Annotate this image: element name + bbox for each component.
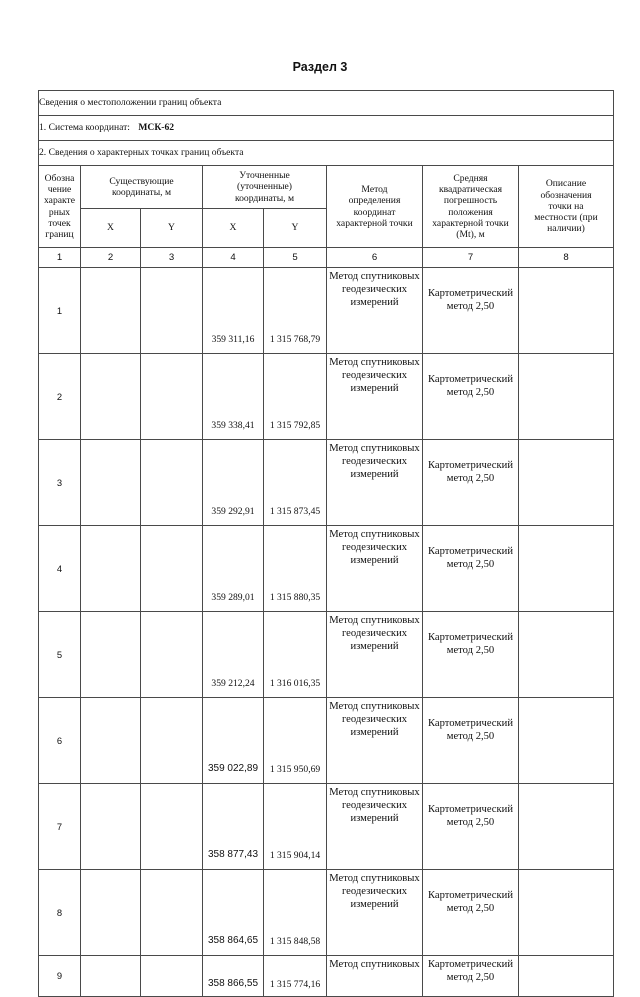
error-cell: Картометрический метод 2,50 bbox=[423, 784, 519, 870]
refined-y-cell: 1 315 880,35 bbox=[264, 526, 327, 612]
col-refined-y: Y bbox=[264, 209, 327, 248]
method-cell: Метод спутниковых геодезических измерений bbox=[327, 784, 423, 870]
existing-y-cell bbox=[141, 784, 203, 870]
col-error-header: Средняя квадратическая погрешность положения характерной точки (Mt), м bbox=[423, 166, 519, 248]
existing-y-cell bbox=[141, 956, 203, 997]
boundary-points-table bbox=[38, 90, 614, 997]
table-row bbox=[39, 268, 614, 354]
description-cell bbox=[519, 268, 614, 354]
table-row bbox=[39, 354, 614, 440]
existing-x-cell bbox=[81, 526, 141, 612]
refined-x-cell: 358 864,65 bbox=[203, 870, 264, 956]
existing-x-cell bbox=[81, 440, 141, 526]
refined-y-cell: 1 316 016,35 bbox=[264, 612, 327, 698]
existing-x-cell bbox=[81, 612, 141, 698]
table-row bbox=[39, 698, 614, 784]
column-number: 2 bbox=[81, 248, 141, 268]
refined-y-cell: 1 315 768,79 bbox=[264, 268, 327, 354]
column-number: 1 bbox=[39, 248, 81, 268]
col-method-header: Метод определения координат характерной точки bbox=[327, 166, 423, 248]
method-cell: Метод спутниковых геодезических измерений bbox=[327, 268, 423, 354]
table-row bbox=[39, 612, 614, 698]
error-cell: Картометрический метод 2,50 bbox=[423, 268, 519, 354]
description-cell bbox=[519, 440, 614, 526]
col-designation-header: Обозна чение характе рных точек границ bbox=[39, 166, 81, 248]
section-title: Раздел 3 bbox=[292, 60, 348, 74]
table-row bbox=[39, 784, 614, 870]
column-number: 5 bbox=[264, 248, 327, 268]
col-description-header: Описание обозначения точки на местности (при наличии) bbox=[519, 166, 614, 248]
coord-system-label: 1. Система координат: bbox=[39, 122, 130, 134]
refined-x-cell: 359 292,91 bbox=[203, 440, 264, 526]
description-cell bbox=[519, 870, 614, 956]
method-cell: Метод спутниковых геодезических измерений bbox=[327, 526, 423, 612]
error-cell: Картометрический метод 2,50 bbox=[423, 956, 519, 997]
description-cell bbox=[519, 784, 614, 870]
error-cell: Картометрический метод 2,50 bbox=[423, 870, 519, 956]
method-cell: Метод спутниковых геодезических измерений bbox=[327, 440, 423, 526]
location-header: Сведения о местоположении границ объекта bbox=[39, 91, 614, 116]
existing-x-cell bbox=[81, 956, 141, 997]
table-row bbox=[39, 526, 614, 612]
refined-x-cell: 359 338,41 bbox=[203, 354, 264, 440]
refined-y-cell: 1 315 873,45 bbox=[264, 440, 327, 526]
method-cell: Метод спутниковых геодезических измерений bbox=[327, 354, 423, 440]
refined-x-cell: 359 289,01 bbox=[203, 526, 264, 612]
description-cell bbox=[519, 612, 614, 698]
point-number: 4 bbox=[39, 526, 81, 612]
coord-system-row bbox=[39, 116, 614, 141]
error-cell: Картометрический метод 2,50 bbox=[423, 354, 519, 440]
existing-y-cell bbox=[141, 268, 203, 354]
point-number: 3 bbox=[39, 440, 81, 526]
existing-y-cell bbox=[141, 354, 203, 440]
point-number: 7 bbox=[39, 784, 81, 870]
error-cell: Картометрический метод 2,50 bbox=[423, 526, 519, 612]
existing-x-cell bbox=[81, 354, 141, 440]
point-number: 8 bbox=[39, 870, 81, 956]
col-existing-x: X bbox=[81, 209, 141, 248]
column-number: 6 bbox=[327, 248, 423, 268]
refined-x-cell: 359 311,16 bbox=[203, 268, 264, 354]
description-cell bbox=[519, 698, 614, 784]
description-cell bbox=[519, 526, 614, 612]
refined-y-cell: 1 315 950,69 bbox=[264, 698, 327, 784]
col-existing-header: Существующие координаты, м bbox=[81, 166, 203, 209]
error-cell: Картометрический метод 2,50 bbox=[423, 612, 519, 698]
point-number: 6 bbox=[39, 698, 81, 784]
error-cell: Картометрический метод 2,50 bbox=[423, 440, 519, 526]
refined-y-cell: 1 315 848,58 bbox=[264, 870, 327, 956]
refined-y-cell: 1 315 774,16 bbox=[264, 956, 327, 997]
table-row bbox=[39, 870, 614, 956]
column-number: 7 bbox=[423, 248, 519, 268]
method-cell: Метод спутниковых геодезических измерений bbox=[327, 870, 423, 956]
existing-y-cell bbox=[141, 612, 203, 698]
refined-x-cell: 359 212,24 bbox=[203, 612, 264, 698]
method-cell: Метод спутниковых bbox=[327, 956, 423, 997]
points-header: 2. Сведения о характерных точках границ объекта bbox=[39, 141, 614, 166]
col-existing-y: Y bbox=[141, 209, 203, 248]
existing-x-cell bbox=[81, 870, 141, 956]
refined-y-cell: 1 315 792,85 bbox=[264, 354, 327, 440]
point-number: 9 bbox=[39, 956, 81, 997]
description-cell bbox=[519, 354, 614, 440]
refined-y-cell: 1 315 904,14 bbox=[264, 784, 327, 870]
coord-system-value: МСК-62 bbox=[138, 122, 175, 134]
column-number: 4 bbox=[203, 248, 264, 268]
refined-x-cell: 358 866,55 bbox=[203, 956, 264, 997]
col-refined-x: X bbox=[203, 209, 264, 248]
point-number: 5 bbox=[39, 612, 81, 698]
method-cell: Метод спутниковых геодезических измерений bbox=[327, 612, 423, 698]
description-cell bbox=[519, 956, 614, 997]
existing-y-cell bbox=[141, 870, 203, 956]
point-number: 2 bbox=[39, 354, 81, 440]
existing-y-cell bbox=[141, 440, 203, 526]
table-row bbox=[39, 440, 614, 526]
column-number: 3 bbox=[141, 248, 203, 268]
column-number: 8 bbox=[519, 248, 614, 268]
existing-x-cell bbox=[81, 268, 141, 354]
table-row bbox=[39, 956, 614, 997]
existing-x-cell bbox=[81, 698, 141, 784]
existing-y-cell bbox=[141, 698, 203, 784]
col-refined-header: Уточненные (уточненные) координаты, м bbox=[203, 166, 327, 209]
point-number: 1 bbox=[39, 268, 81, 354]
refined-x-cell: 359 022,89 bbox=[203, 698, 264, 784]
column-numbers-row bbox=[39, 248, 614, 268]
refined-x-cell: 358 877,43 bbox=[203, 784, 264, 870]
error-cell: Картометрический метод 2,50 bbox=[423, 698, 519, 784]
existing-x-cell bbox=[81, 784, 141, 870]
existing-y-cell bbox=[141, 526, 203, 612]
method-cell: Метод спутниковых геодезических измерений bbox=[327, 698, 423, 784]
